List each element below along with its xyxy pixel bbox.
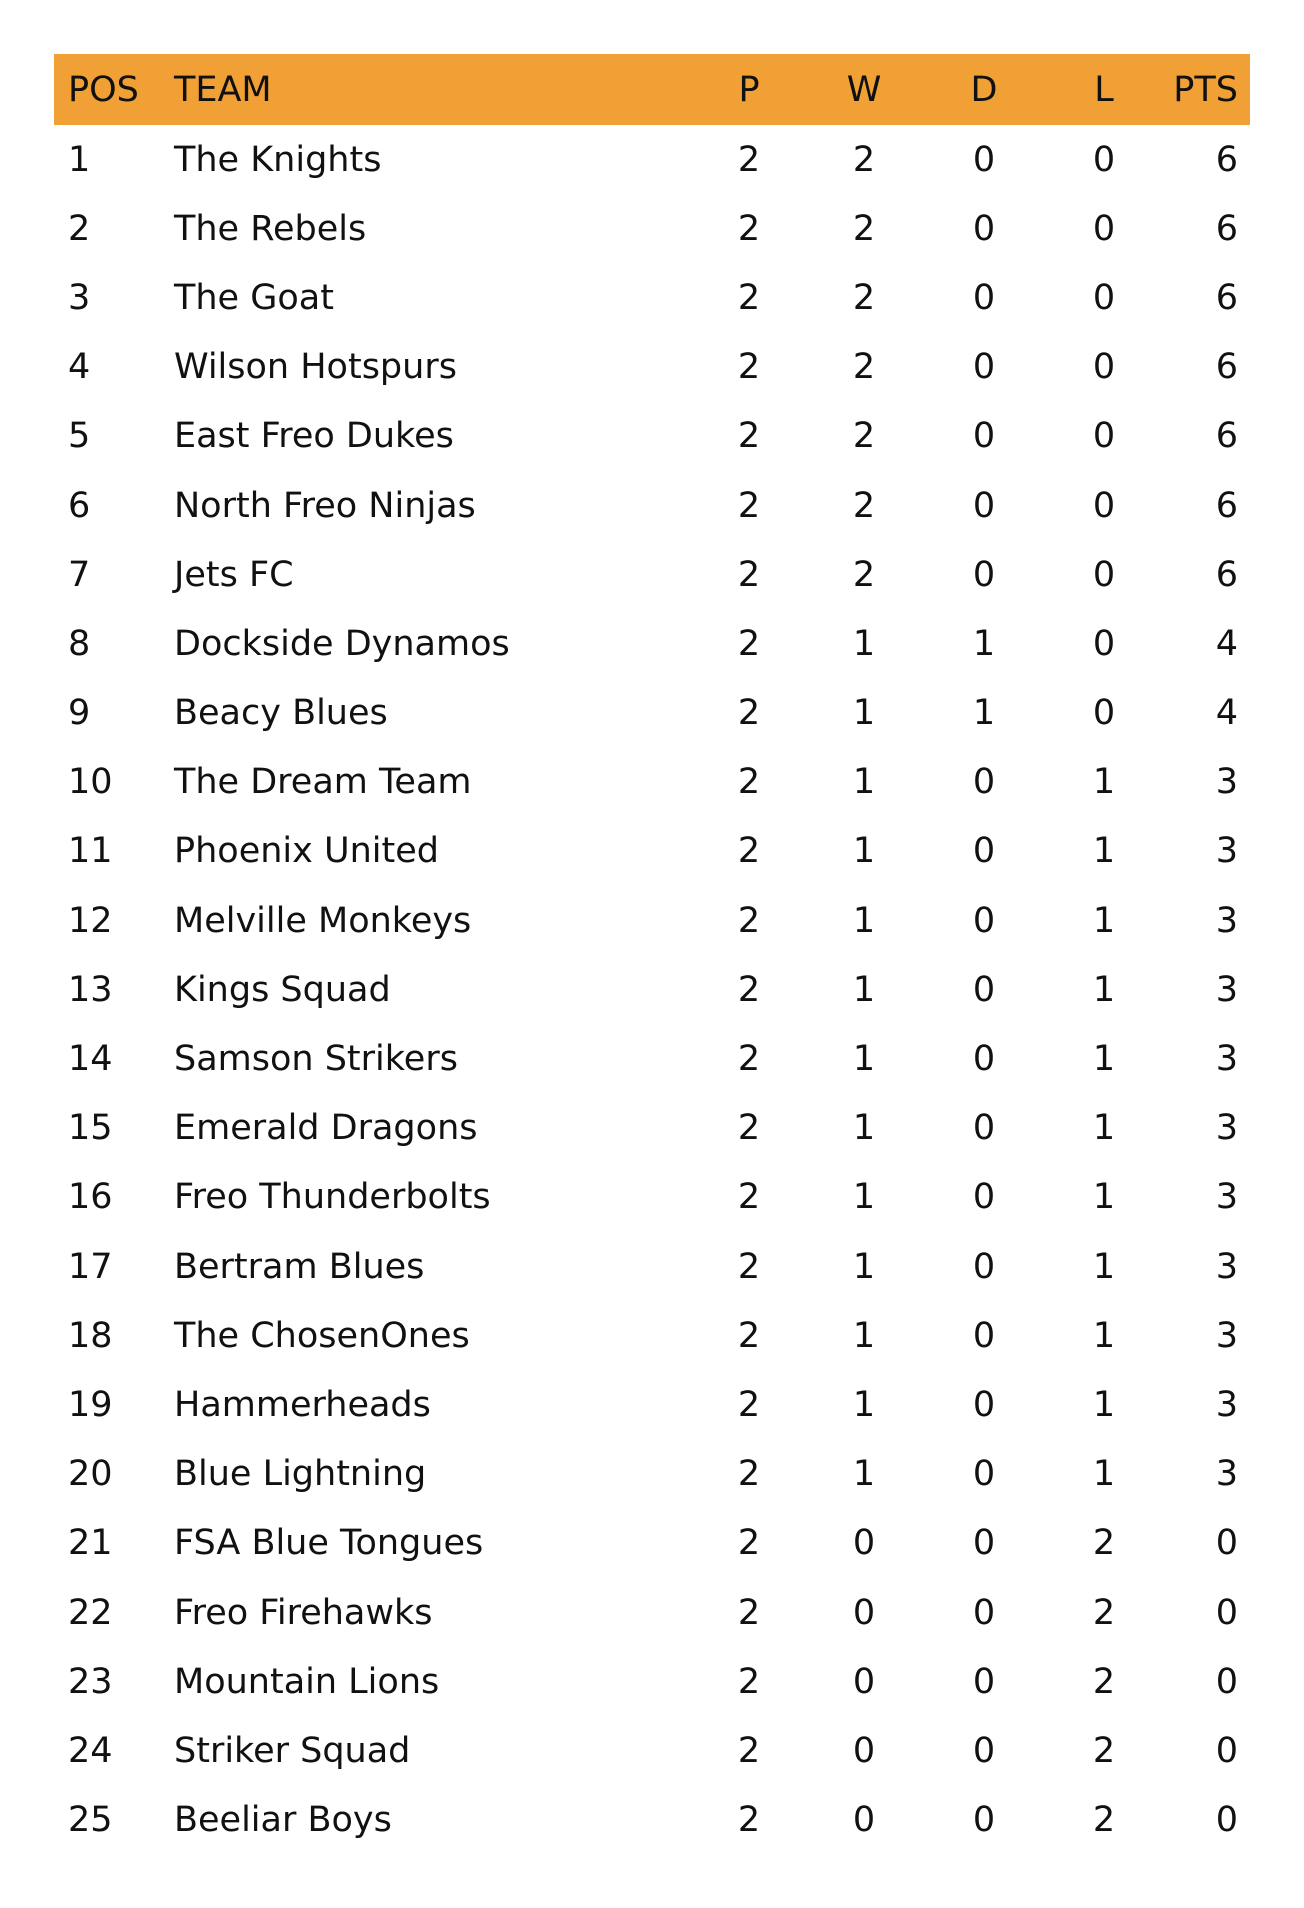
cell-played: 2 (737, 1177, 761, 1218)
cell-drawn: 0 (972, 1454, 996, 1495)
table-row (54, 1509, 1250, 1578)
cell-points: 6 (1215, 416, 1238, 457)
cell-points: 3 (1215, 1315, 1238, 1356)
table-row (54, 540, 1250, 609)
cell-won: 1 (852, 1454, 876, 1495)
cell-played: 2 (737, 1039, 761, 1080)
cell-lost: 0 (1092, 485, 1116, 526)
cell-pos: 7 (68, 554, 91, 595)
table-row (54, 1786, 1250, 1855)
cell-points: 3 (1215, 1039, 1238, 1080)
cell-points: 3 (1215, 969, 1238, 1010)
cell-lost: 2 (1092, 1800, 1116, 1841)
cell-lost: 1 (1092, 1108, 1116, 1149)
table-row (54, 125, 1250, 194)
cell-points: 6 (1215, 554, 1238, 595)
cell-pos: 3 (68, 277, 91, 318)
table-header (54, 54, 1250, 125)
cell-pos: 13 (68, 969, 113, 1010)
cell-drawn: 0 (972, 1661, 996, 1702)
cell-played: 2 (737, 1800, 761, 1841)
cell-points: 3 (1215, 1246, 1238, 1287)
cell-points: 6 (1215, 277, 1238, 318)
cell-team: Beeliar Boys (174, 1800, 392, 1841)
table-body (54, 125, 1250, 1855)
cell-lost: 1 (1092, 1177, 1116, 1218)
cell-drawn: 0 (972, 1039, 996, 1080)
cell-won: 1 (852, 1177, 876, 1218)
cell-pos: 4 (68, 347, 91, 388)
cell-drawn: 0 (972, 1592, 996, 1633)
cell-pos: 16 (68, 1177, 113, 1218)
cell-team: Kings Squad (174, 969, 391, 1010)
cell-drawn: 0 (972, 277, 996, 318)
cell-team: The Goat (174, 277, 334, 318)
cell-drawn: 0 (972, 1315, 996, 1356)
cell-points: 0 (1215, 1800, 1238, 1841)
cell-played: 2 (737, 1384, 761, 1425)
cell-drawn: 0 (972, 554, 996, 595)
table-row (54, 1370, 1250, 1439)
cell-drawn: 0 (972, 139, 996, 180)
table-row (54, 333, 1250, 402)
cell-lost: 0 (1092, 347, 1116, 388)
cell-won: 2 (852, 139, 876, 180)
cell-played: 2 (737, 347, 761, 388)
cell-team: North Freo Ninjas (174, 485, 476, 526)
cell-team: Bertram Blues (174, 1246, 425, 1287)
cell-played: 2 (737, 1315, 761, 1356)
cell-lost: 1 (1092, 831, 1116, 872)
cell-played: 2 (737, 139, 761, 180)
cell-won: 1 (852, 900, 876, 941)
cell-won: 1 (852, 762, 876, 803)
cell-drawn: 0 (972, 416, 996, 457)
header-lost: L (1094, 69, 1114, 110)
header-points: PTS (1173, 69, 1238, 110)
cell-won: 0 (852, 1661, 876, 1702)
cell-drawn: 0 (972, 485, 996, 526)
cell-played: 2 (737, 1454, 761, 1495)
table-row (54, 1301, 1250, 1370)
cell-team: The Knights (174, 139, 382, 180)
cell-played: 2 (737, 1730, 761, 1771)
cell-drawn: 0 (972, 1384, 996, 1425)
table-row (54, 1716, 1250, 1785)
cell-won: 2 (852, 554, 876, 595)
cell-drawn: 0 (972, 1523, 996, 1564)
cell-pos: 25 (68, 1800, 113, 1841)
table-row (54, 1163, 1250, 1232)
table-row (54, 1578, 1250, 1647)
cell-pos: 15 (68, 1108, 113, 1149)
cell-pos: 8 (68, 623, 91, 664)
cell-team: Blue Lightning (174, 1454, 427, 1495)
cell-points: 3 (1215, 762, 1238, 803)
cell-won: 1 (852, 623, 876, 664)
table-row (54, 1647, 1250, 1716)
cell-played: 2 (737, 1246, 761, 1287)
cell-drawn: 0 (972, 1108, 996, 1149)
cell-team: Emerald Dragons (174, 1108, 478, 1149)
cell-lost: 2 (1092, 1661, 1116, 1702)
cell-won: 0 (852, 1730, 876, 1771)
cell-lost: 1 (1092, 1454, 1116, 1495)
cell-drawn: 0 (972, 208, 996, 249)
table-row (54, 194, 1250, 263)
cell-won: 2 (852, 485, 876, 526)
cell-points: 3 (1215, 1177, 1238, 1218)
cell-points: 3 (1215, 831, 1238, 872)
header-row (54, 54, 1250, 125)
cell-played: 2 (737, 762, 761, 803)
cell-won: 0 (852, 1800, 876, 1841)
cell-won: 2 (852, 416, 876, 457)
cell-won: 1 (852, 831, 876, 872)
cell-pos: 5 (68, 416, 91, 457)
cell-team: Melville Monkeys (174, 900, 472, 941)
cell-drawn: 0 (972, 762, 996, 803)
table-row (54, 817, 1250, 886)
cell-won: 1 (852, 1039, 876, 1080)
cell-pos: 22 (68, 1592, 113, 1633)
cell-pos: 10 (68, 762, 113, 803)
table-row (54, 748, 1250, 817)
cell-pos: 19 (68, 1384, 113, 1425)
cell-team: Mountain Lions (174, 1661, 440, 1702)
cell-lost: 0 (1092, 693, 1116, 734)
cell-played: 2 (737, 416, 761, 457)
cell-pos: 17 (68, 1246, 113, 1287)
cell-won: 2 (852, 347, 876, 388)
cell-played: 2 (737, 900, 761, 941)
cell-drawn: 0 (972, 347, 996, 388)
table-row (54, 471, 1250, 540)
cell-pos: 1 (68, 139, 91, 180)
cell-pos: 20 (68, 1454, 113, 1495)
table-row (54, 1024, 1250, 1093)
header-team: TEAM (174, 69, 272, 110)
cell-lost: 1 (1092, 762, 1116, 803)
cell-pos: 12 (68, 900, 113, 941)
cell-lost: 0 (1092, 416, 1116, 457)
table-row (54, 402, 1250, 471)
cell-lost: 0 (1092, 554, 1116, 595)
cell-lost: 1 (1092, 1039, 1116, 1080)
cell-played: 2 (737, 277, 761, 318)
cell-won: 1 (852, 1315, 876, 1356)
table-row (54, 955, 1250, 1024)
cell-team: Beacy Blues (174, 693, 388, 734)
cell-team: Samson Strikers (174, 1039, 458, 1080)
cell-points: 0 (1215, 1592, 1238, 1633)
standings-table (54, 54, 1250, 1855)
cell-team: Phoenix United (174, 831, 439, 872)
table-row (54, 1232, 1250, 1301)
cell-lost: 1 (1092, 1246, 1116, 1287)
cell-team: Freo Firehawks (174, 1592, 433, 1633)
header-played: P (738, 69, 760, 110)
cell-won: 2 (852, 277, 876, 318)
cell-drawn: 0 (972, 1800, 996, 1841)
cell-lost: 2 (1092, 1730, 1116, 1771)
cell-lost: 2 (1092, 1523, 1116, 1564)
cell-played: 2 (737, 693, 761, 734)
cell-lost: 1 (1092, 1384, 1116, 1425)
cell-lost: 1 (1092, 900, 1116, 941)
header-won: W (846, 69, 882, 110)
cell-played: 2 (737, 1592, 761, 1633)
cell-points: 0 (1215, 1523, 1238, 1564)
table-row (54, 609, 1250, 678)
cell-won: 1 (852, 693, 876, 734)
cell-lost: 0 (1092, 139, 1116, 180)
table-row (54, 1440, 1250, 1509)
cell-team: Wilson Hotspurs (174, 347, 457, 388)
header-drawn: D (970, 69, 998, 110)
cell-played: 2 (737, 969, 761, 1010)
cell-team: FSA Blue Tongues (174, 1523, 484, 1564)
cell-won: 0 (852, 1523, 876, 1564)
header-pos: POS (68, 69, 139, 110)
cell-team: The ChosenOnes (174, 1315, 470, 1356)
cell-points: 3 (1215, 1108, 1238, 1149)
cell-team: Dockside Dynamos (174, 623, 510, 664)
cell-drawn: 0 (972, 900, 996, 941)
cell-lost: 0 (1092, 208, 1116, 249)
cell-pos: 21 (68, 1523, 113, 1564)
cell-lost: 0 (1092, 623, 1116, 664)
cell-drawn: 0 (972, 1177, 996, 1218)
cell-team: The Dream Team (174, 762, 472, 803)
cell-pos: 24 (68, 1730, 113, 1771)
cell-won: 1 (852, 1246, 876, 1287)
cell-drawn: 0 (972, 1730, 996, 1771)
cell-team: The Rebels (174, 208, 367, 249)
cell-lost: 2 (1092, 1592, 1116, 1633)
cell-won: 1 (852, 969, 876, 1010)
cell-team: Jets FC (174, 554, 294, 595)
cell-points: 4 (1215, 693, 1238, 734)
cell-team: East Freo Dukes (174, 416, 454, 457)
table-row (54, 1094, 1250, 1163)
cell-points: 3 (1215, 1454, 1238, 1495)
cell-drawn: 0 (972, 831, 996, 872)
cell-points: 4 (1215, 623, 1238, 664)
cell-points: 0 (1215, 1661, 1238, 1702)
cell-played: 2 (737, 485, 761, 526)
cell-won: 0 (852, 1592, 876, 1633)
cell-pos: 9 (68, 693, 91, 734)
table-row (54, 263, 1250, 332)
table-row (54, 679, 1250, 748)
cell-pos: 11 (68, 831, 113, 872)
cell-pos: 18 (68, 1315, 113, 1356)
cell-drawn: 1 (972, 623, 996, 664)
cell-drawn: 1 (972, 693, 996, 734)
cell-pos: 23 (68, 1661, 113, 1702)
cell-points: 6 (1215, 139, 1238, 180)
cell-played: 2 (737, 1108, 761, 1149)
cell-played: 2 (737, 208, 761, 249)
cell-lost: 1 (1092, 969, 1116, 1010)
cell-pos: 6 (68, 485, 91, 526)
cell-points: 0 (1215, 1730, 1238, 1771)
cell-team: Striker Squad (174, 1730, 411, 1771)
cell-drawn: 0 (972, 1246, 996, 1287)
cell-played: 2 (737, 554, 761, 595)
cell-played: 2 (737, 831, 761, 872)
table-row (54, 886, 1250, 955)
cell-pos: 14 (68, 1039, 113, 1080)
cell-lost: 0 (1092, 277, 1116, 318)
cell-lost: 1 (1092, 1315, 1116, 1356)
cell-won: 1 (852, 1108, 876, 1149)
cell-points: 6 (1215, 347, 1238, 388)
cell-points: 3 (1215, 900, 1238, 941)
cell-points: 3 (1215, 1384, 1238, 1425)
cell-drawn: 0 (972, 969, 996, 1010)
cell-points: 6 (1215, 208, 1238, 249)
cell-points: 6 (1215, 485, 1238, 526)
cell-team: Hammerheads (174, 1384, 431, 1425)
cell-won: 2 (852, 208, 876, 249)
cell-played: 2 (737, 1523, 761, 1564)
cell-won: 1 (852, 1384, 876, 1425)
cell-pos: 2 (68, 208, 91, 249)
cell-played: 2 (737, 1661, 761, 1702)
cell-played: 2 (737, 623, 761, 664)
cell-team: Freo Thunderbolts (174, 1177, 491, 1218)
